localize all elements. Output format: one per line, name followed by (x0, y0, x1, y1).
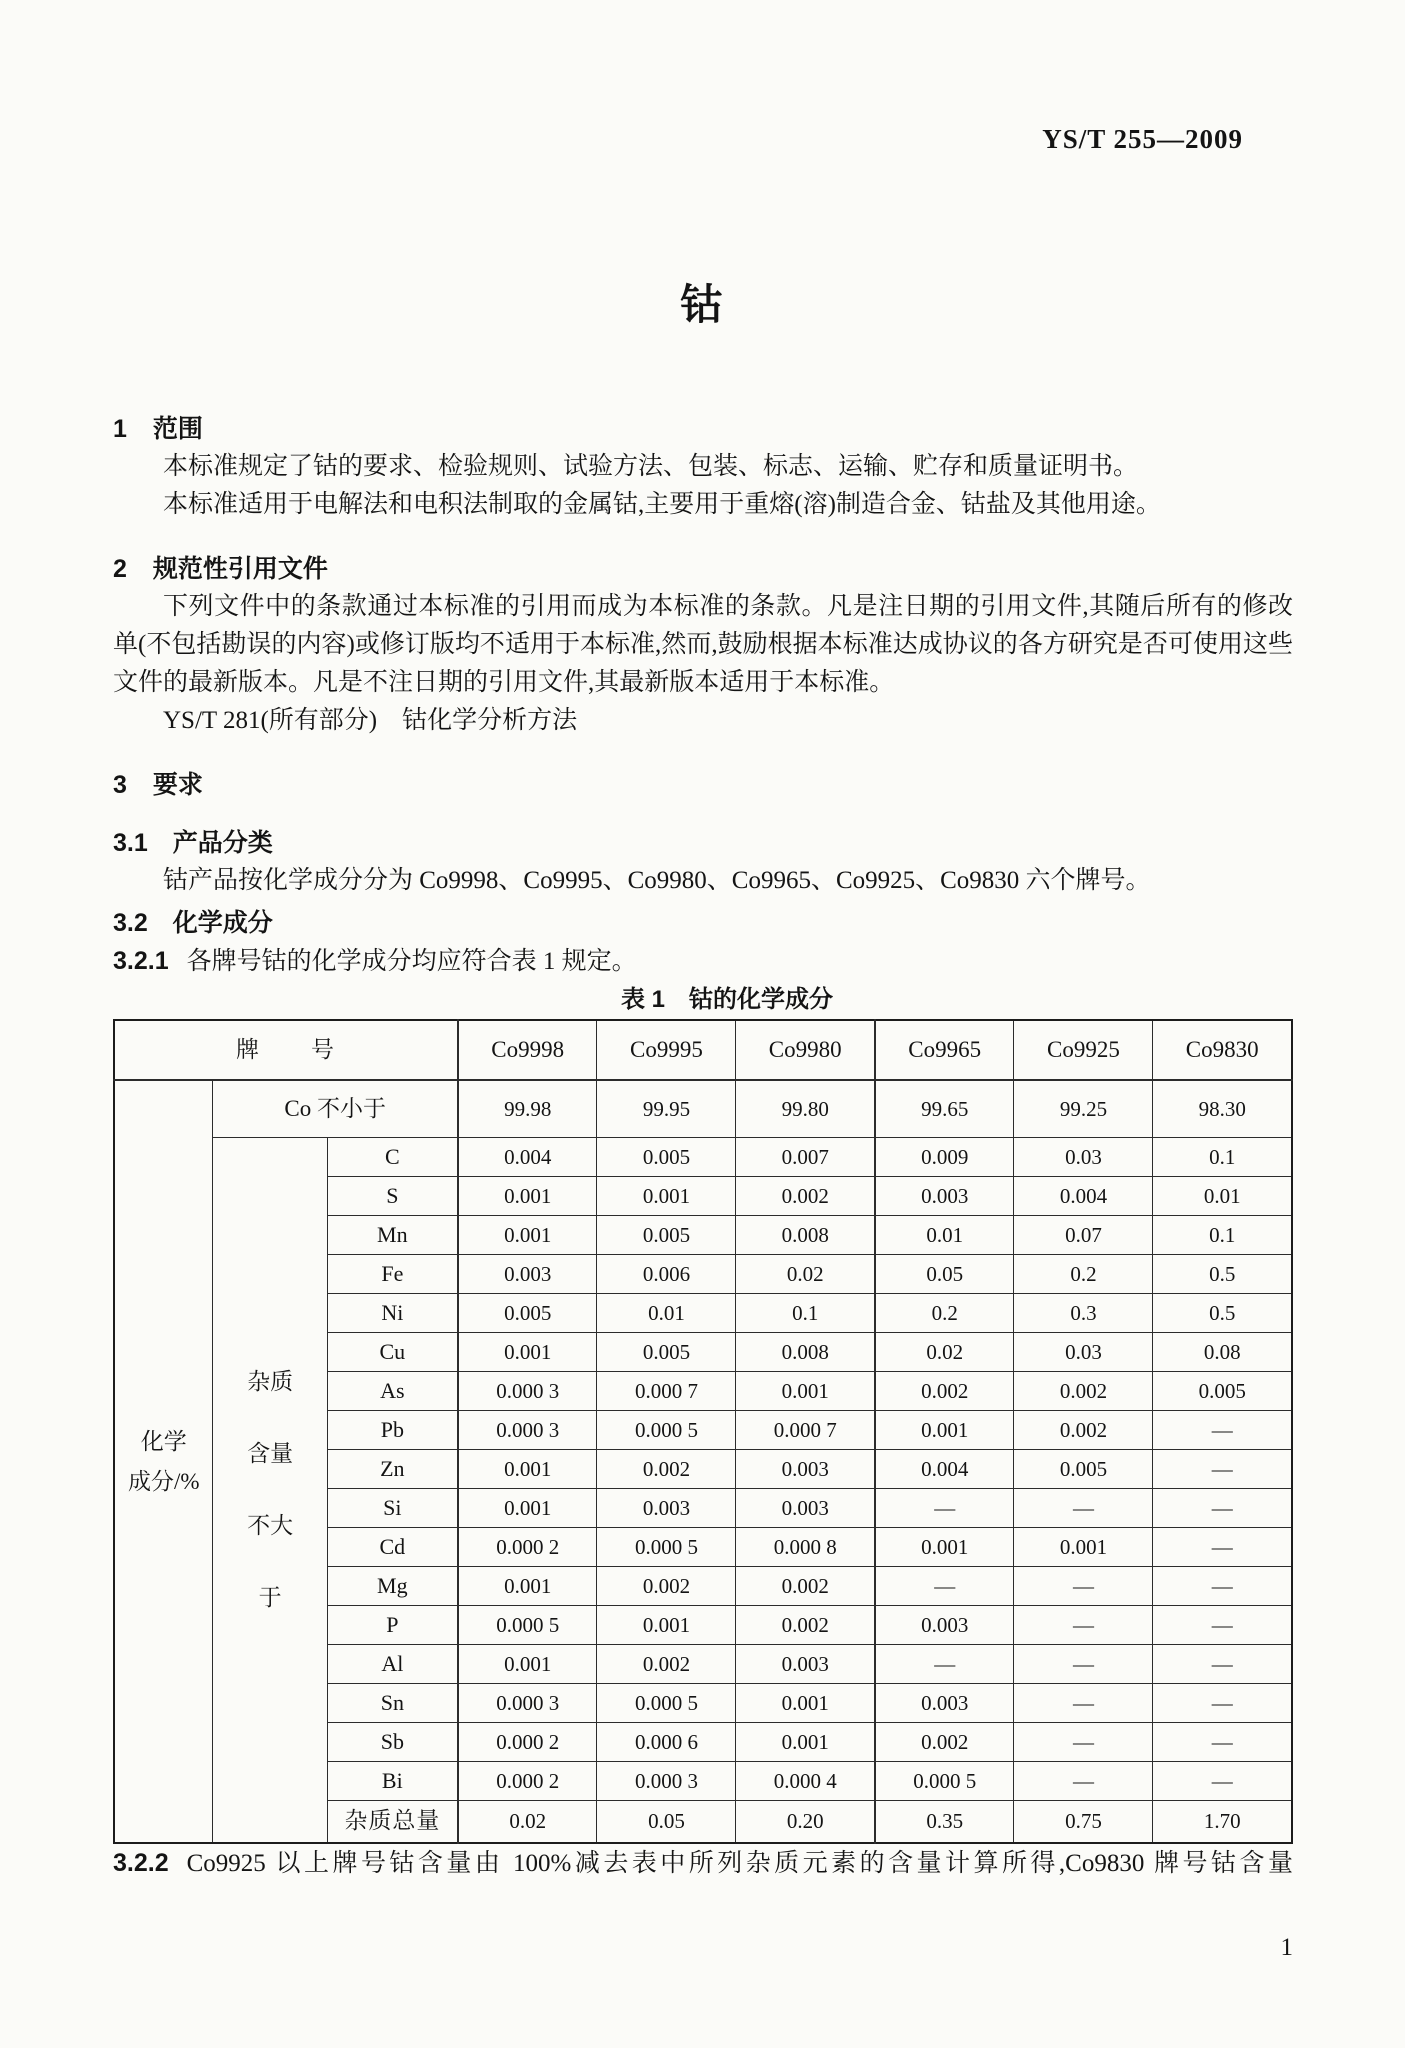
value-cell: 0.003 (597, 1488, 736, 1527)
value-cell: 0.001 (458, 1449, 597, 1488)
value-cell: 0.009 (875, 1137, 1014, 1176)
value-cell: — (1014, 1761, 1153, 1800)
value-cell: 0.006 (597, 1254, 736, 1293)
value-cell: 0.001 (597, 1176, 736, 1215)
element-name: C (327, 1137, 458, 1176)
section-3-number: 3 (113, 771, 127, 799)
value-cell: 0.002 (597, 1449, 736, 1488)
value-cell: 0.000 5 (597, 1683, 736, 1722)
value-cell: 0.002 (736, 1566, 875, 1605)
section-1-number: 1 (113, 415, 127, 443)
value-cell: 0.004 (1014, 1176, 1153, 1215)
value-cell: 0.2 (875, 1293, 1014, 1332)
element-name: Al (327, 1644, 458, 1683)
value-cell: 0.002 (736, 1605, 875, 1644)
value-cell: 0.3 (1014, 1293, 1153, 1332)
value-cell: 0.000 3 (458, 1683, 597, 1722)
value-cell: — (1153, 1566, 1292, 1605)
document-body (113, 410, 1293, 1883)
element-row (114, 1137, 1292, 1176)
value-cell: — (1014, 1683, 1153, 1722)
section-1-paragraph-2: 本标准适用于电解法和电积法制取的金属钴,主要用于重熔(溶)制造合金、钴盐及其他用途。 (163, 491, 1161, 518)
value-cell: — (1014, 1644, 1153, 1683)
element-name: Fe (327, 1254, 458, 1293)
value-cell: 99.98 (458, 1080, 597, 1137)
value-cell: 0.002 (1014, 1371, 1153, 1410)
value-cell: — (1153, 1527, 1292, 1566)
value-cell: 0.005 (1153, 1371, 1292, 1410)
value-cell: 1.70 (1153, 1800, 1292, 1843)
value-cell: — (1153, 1644, 1292, 1683)
value-cell: 0.008 (736, 1332, 875, 1371)
value-cell: 0.002 (597, 1644, 736, 1683)
value-cell: 0.000 2 (458, 1527, 597, 1566)
value-cell: 0.2 (1014, 1254, 1153, 1293)
section-2-heading (113, 550, 1293, 588)
section-1-title: 范围 (152, 415, 203, 443)
value-cell: 0.002 (1014, 1410, 1153, 1449)
value-cell: 0.000 7 (597, 1371, 736, 1410)
element-name: P (327, 1605, 458, 1644)
element-name: Mn (327, 1215, 458, 1254)
value-cell: 0.02 (736, 1254, 875, 1293)
value-cell: 0.004 (458, 1137, 597, 1176)
value-cell: 0.001 (1014, 1527, 1153, 1566)
table-caption: 表 1 钴的化学成分 (620, 986, 833, 1013)
section-3-title: 要求 (152, 771, 203, 799)
value-cell: 0.000 3 (458, 1371, 597, 1410)
value-cell: 0.000 5 (458, 1605, 597, 1644)
page-number: 1 (1280, 1934, 1293, 1961)
value-cell: 0.001 (597, 1605, 736, 1644)
value-cell: 99.65 (875, 1080, 1014, 1137)
value-cell: 0.000 2 (458, 1761, 597, 1800)
grade-header: Co9925 (1014, 1020, 1153, 1080)
value-cell: 0.02 (875, 1332, 1014, 1371)
chem-composition-label: 化学 成分/% (114, 1080, 213, 1843)
value-cell: 0.005 (597, 1332, 736, 1371)
chem-table-body (114, 1020, 1292, 1843)
value-cell: 0.001 (458, 1332, 597, 1371)
value-cell: 0.5 (1153, 1254, 1292, 1293)
element-name: Ni (327, 1293, 458, 1332)
element-name: As (327, 1371, 458, 1410)
value-cell: 0.01 (1153, 1176, 1292, 1215)
section-1-heading (113, 410, 1293, 448)
grade-header: Co9965 (875, 1020, 1014, 1080)
value-cell: 0.03 (1014, 1332, 1153, 1371)
value-cell: 0.000 3 (458, 1410, 597, 1449)
value-cell: 0.003 (875, 1683, 1014, 1722)
element-name: Mg (327, 1566, 458, 1605)
value-cell: — (1014, 1722, 1153, 1761)
impurity-max-label: 杂质 含量 不大 于 (213, 1137, 327, 1843)
value-cell: 0.000 5 (597, 1410, 736, 1449)
grade-header: Co9995 (597, 1020, 736, 1080)
value-cell: — (875, 1644, 1014, 1683)
value-cell: 0.001 (875, 1527, 1014, 1566)
value-cell: 0.05 (597, 1800, 736, 1843)
standard-code: YS/T 255—2009 (1042, 124, 1243, 154)
value-cell: 0.000 8 (736, 1527, 875, 1566)
element-name: Sb (327, 1722, 458, 1761)
value-cell: — (1014, 1566, 1153, 1605)
co-min-label: Co 不小于 (213, 1080, 458, 1137)
value-cell: 0.000 5 (875, 1761, 1014, 1800)
value-cell: 0.000 2 (458, 1722, 597, 1761)
value-cell: 0.000 3 (597, 1761, 736, 1800)
value-cell: 0.002 (875, 1371, 1014, 1410)
clause-3-2-1-text: 各牌号钴的化学成分均应符合表 1 规定。 (186, 948, 637, 975)
value-cell: 0.005 (1014, 1449, 1153, 1488)
grade-header: Co9830 (1153, 1020, 1292, 1080)
element-name: Cd (327, 1527, 458, 1566)
impurity-total-label: 杂质总量 (327, 1800, 458, 1843)
value-cell: — (1153, 1605, 1292, 1644)
value-cell: 0.03 (1014, 1137, 1153, 1176)
value-cell: 0.07 (1014, 1215, 1153, 1254)
value-cell: 0.002 (875, 1722, 1014, 1761)
value-cell: 0.001 (458, 1566, 597, 1605)
value-cell: — (875, 1566, 1014, 1605)
table-header-row (114, 1020, 1292, 1080)
element-name: Bi (327, 1761, 458, 1800)
section-1-paragraph-1: 本标准规定了钴的要求、检验规则、试验方法、包装、标志、运输、贮存和质量证明书。 (163, 453, 1139, 480)
value-cell: 0.01 (597, 1293, 736, 1332)
element-name: Cu (327, 1332, 458, 1371)
value-cell: 0.001 (458, 1488, 597, 1527)
value-cell: 0.005 (597, 1137, 736, 1176)
value-cell: 0.02 (458, 1800, 597, 1843)
value-cell: 99.95 (597, 1080, 736, 1137)
element-name: Sn (327, 1683, 458, 1722)
chem-composition-table (113, 1019, 1293, 1844)
value-cell: 99.25 (1014, 1080, 1153, 1137)
value-cell: 0.000 4 (736, 1761, 875, 1800)
value-cell: — (1153, 1722, 1292, 1761)
value-cell: 0.001 (736, 1371, 875, 1410)
value-cell: 0.005 (597, 1215, 736, 1254)
value-cell: 0.05 (875, 1254, 1014, 1293)
value-cell: 0.000 7 (736, 1410, 875, 1449)
value-cell: — (1014, 1605, 1153, 1644)
value-cell: 0.002 (597, 1566, 736, 1605)
value-cell: 0.008 (736, 1215, 875, 1254)
value-cell: 0.5 (1153, 1293, 1292, 1332)
value-cell: 0.1 (736, 1293, 875, 1332)
value-cell: 0.001 (458, 1176, 597, 1215)
value-cell: 0.08 (1153, 1332, 1292, 1371)
value-cell: — (1153, 1410, 1292, 1449)
value-cell: 0.1 (1153, 1215, 1292, 1254)
value-cell: 99.80 (736, 1080, 875, 1137)
value-cell: 0.1 (1153, 1137, 1292, 1176)
section-2-title: 规范性引用文件 (152, 555, 328, 583)
value-cell: 0.003 (875, 1605, 1014, 1644)
value-cell: — (1153, 1683, 1292, 1722)
value-cell: 0.003 (736, 1644, 875, 1683)
value-cell: 0.001 (736, 1683, 875, 1722)
section-3-2-heading: 3.2 化学成分 (113, 909, 273, 937)
value-cell: 0.001 (458, 1215, 597, 1254)
value-cell: 0.75 (1014, 1800, 1153, 1843)
value-cell: — (1153, 1761, 1292, 1800)
section-2-number: 2 (113, 555, 127, 583)
section-2-reference: YS/T 281(所有部分) 钴化学分析方法 (163, 707, 578, 734)
value-cell: 0.003 (875, 1176, 1014, 1215)
value-cell: 0.004 (875, 1449, 1014, 1488)
section-2-paragraph: 下列文件中的条款通过本标准的引用而成为本标准的条款。凡是注日期的引用文件,其随后所有的修改单(不包括勘误的内容)或修订版均不适用于本标准,然而,鼓励根据本标准达成协议的各方研究是否可使用这些文件的最新版本。凡是不注日期的引用文件,其最新版本适用于本标准。 (113, 593, 1293, 696)
element-name: S (327, 1176, 458, 1215)
value-cell: — (875, 1488, 1014, 1527)
value-cell: 0.007 (736, 1137, 875, 1176)
value-cell: 0.003 (736, 1449, 875, 1488)
clause-3-2-2-number: 3.2.2 (113, 1849, 169, 1877)
value-cell: 0.000 5 (597, 1527, 736, 1566)
table-corner-label: 牌 号 (114, 1020, 458, 1080)
section-3-1-paragraph: 钴产品按化学成分分为 Co9998、Co9995、Co9980、Co9965、Co9925、Co9830 六个牌号。 (163, 867, 1151, 894)
value-cell: 0.001 (736, 1722, 875, 1761)
section-3-1-heading: 3.1 产品分类 (113, 829, 273, 857)
value-cell: 0.002 (736, 1176, 875, 1215)
value-cell: — (1014, 1488, 1153, 1527)
value-cell: 0.20 (736, 1800, 875, 1843)
value-cell: 0.005 (458, 1293, 597, 1332)
co-min-row (114, 1080, 1292, 1137)
clause-3-2-2 (113, 1844, 1293, 1883)
clause-3-2-1-number: 3.2.1 (113, 947, 169, 975)
value-cell: 0.01 (875, 1215, 1014, 1254)
value-cell: 0.000 6 (597, 1722, 736, 1761)
grade-header: Co9998 (458, 1020, 597, 1080)
element-name: Zn (327, 1449, 458, 1488)
grade-header: Co9980 (736, 1020, 875, 1080)
page-title: 钴 (680, 281, 725, 328)
value-cell: 98.30 (1153, 1080, 1292, 1137)
value-cell: 0.35 (875, 1800, 1014, 1843)
element-name: Si (327, 1488, 458, 1527)
value-cell: 0.001 (875, 1410, 1014, 1449)
value-cell: 0.003 (736, 1488, 875, 1527)
value-cell: 0.001 (458, 1644, 597, 1683)
value-cell: — (1153, 1488, 1292, 1527)
element-name: Pb (327, 1410, 458, 1449)
section-3-heading (113, 766, 1293, 804)
clause-3-2-2-text: Co9925 以上牌号钴含量由 100%减去表中所列杂质元素的含量计算所得,Co9830 牌号钴含量 (186, 1850, 1293, 1877)
value-cell: — (1153, 1449, 1292, 1488)
value-cell: 0.003 (458, 1254, 597, 1293)
clause-3-2-1 (113, 942, 1293, 981)
